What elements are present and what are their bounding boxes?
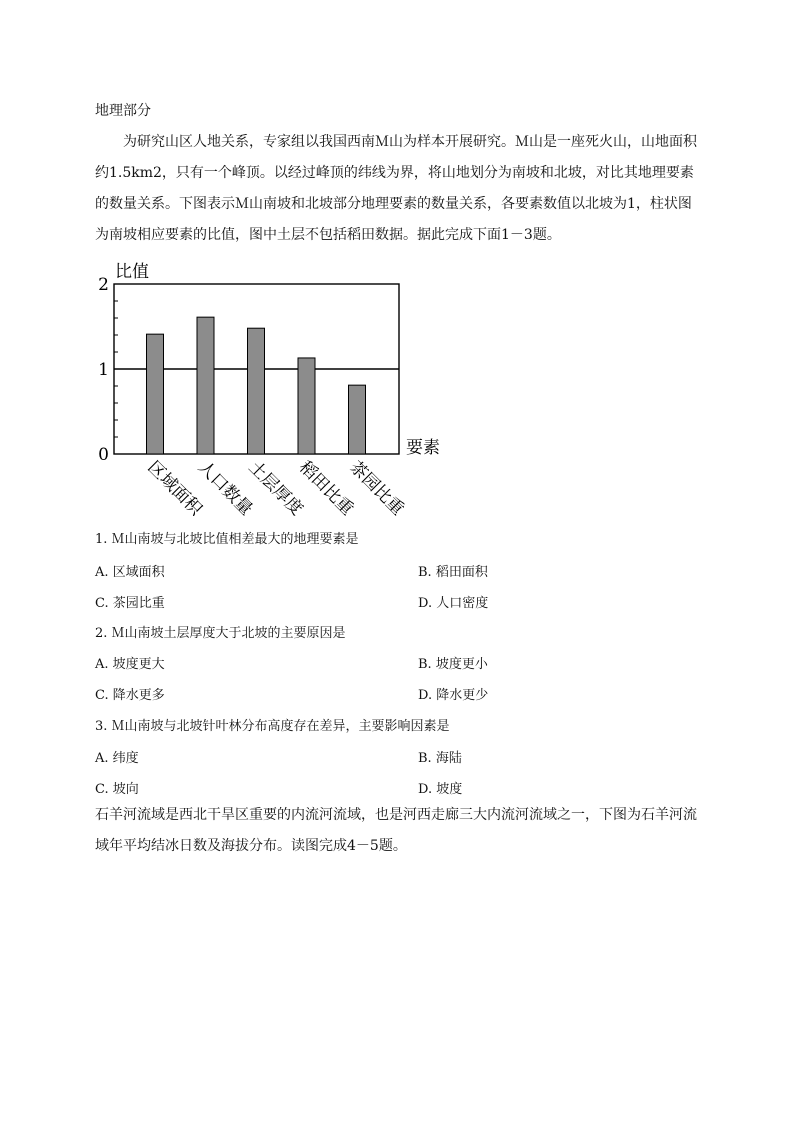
question-3-option-b: B. 海陆 <box>418 751 462 766</box>
question-1-option-c: C. 茶园比重 <box>95 596 165 611</box>
bar <box>197 317 214 454</box>
x-axis-label: 要素 <box>406 438 440 458</box>
bar <box>349 385 366 454</box>
bar-chart <box>90 255 460 520</box>
question-1-option-a: A. 区域面积 <box>95 565 165 580</box>
category-label: 稻田比重 <box>294 457 358 520</box>
question-3-option-a: A. 纬度 <box>95 751 139 766</box>
category-label: 茶园比重 <box>345 457 408 520</box>
question-1-option-d: D. 人口密度 <box>418 596 489 611</box>
bar <box>298 358 315 454</box>
question-2-stem: 2. Ｍ山南坡土层厚度大于北坡的主要原因是 <box>95 626 346 641</box>
bar <box>248 328 265 454</box>
question-1-option-b: B. 稻田面积 <box>418 565 488 580</box>
y-axis-label: 比值 <box>115 262 149 282</box>
question-2-option-c: C. 降水更多 <box>95 688 165 703</box>
y-tick-label: 0 <box>98 445 109 465</box>
question-3-option-d: D. 坡度 <box>418 782 463 797</box>
category-label: 区域面积 <box>143 457 206 520</box>
bar <box>147 334 164 454</box>
intro-paragraph-2: 石羊河流域是西北干旱区重要的内流河流域，也是河西走廊三大内流河流域之一，下图为石羊河流域年平均结冰日数及海拔分布。读图完成4－5题。 <box>95 807 697 854</box>
question-3-option-c: C. 坡向 <box>95 782 139 797</box>
category-label: 人口数量 <box>193 457 257 520</box>
category-label: 土层厚度 <box>244 457 307 520</box>
y-tick-label: 2 <box>98 275 109 295</box>
question-2-option-a: A. 坡度更大 <box>95 657 165 672</box>
intro-paragraph-1: 为研究山区人地关系，专家组以我国西南Ｍ山为样本开展研究。Ｍ山是一座死火山，山地面积约1.5km2，只有一个峰顶。以经过峰顶的纬线为界，将山地划分为南坡和北坡，对比其地理要素的数量关系。下图表示Ｍ山南坡和北坡部分地理要素的数量关系，各要素数值以北坡为1，柱状图为南坡相应要素的比值，图中土层不包括稻田数据。据此完成下面1－3题。 <box>95 134 697 243</box>
question-1-stem: 1. Ｍ山南坡与北坡比值相差最大的地理要素是 <box>95 532 359 547</box>
question-2-option-b: B. 坡度更小 <box>418 657 488 672</box>
question-2-option-d: D. 降水更少 <box>418 688 489 703</box>
y-tick-label: 1 <box>98 360 109 380</box>
section-title: 地理部分 <box>95 103 151 119</box>
question-3-stem: 3. Ｍ山南坡与北坡针叶林分布高度存在差异，主要影响因素是 <box>95 719 450 734</box>
